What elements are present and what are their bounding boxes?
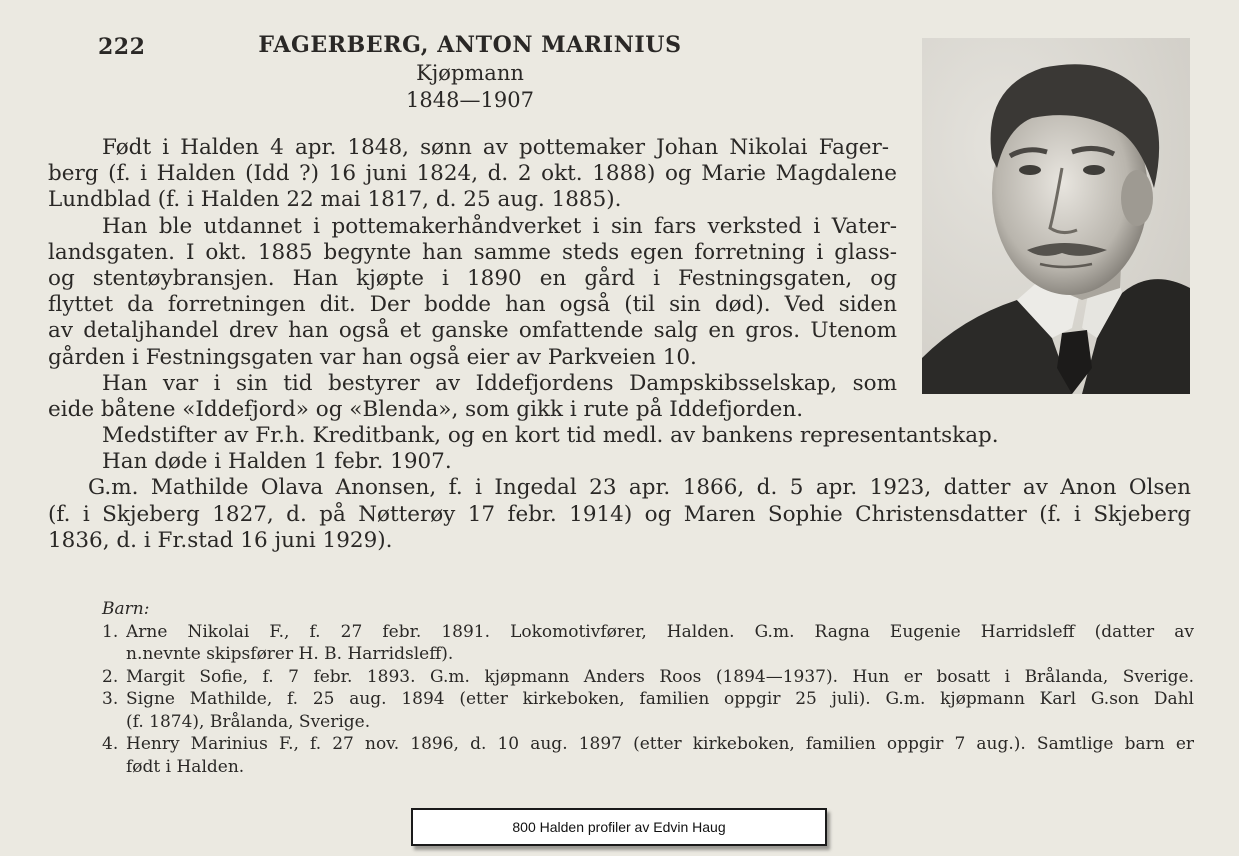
bio-line: landsgaten. I okt. 1885 begynte han samme steds egen forretning i glass-	[48, 239, 897, 265]
bio-line: Han ble utdannet i pottemakerhåndverket i sin fars verksted i Vater-	[102, 213, 897, 239]
person-name: FAGERBERG, ANTON MARINIUS	[258, 32, 682, 58]
bio-line: av detaljhandel drev han også et ganske omfattende salg en gros. Utenom	[48, 318, 897, 344]
list-item-text: n.nevnte skipsfører H. B. Harridsleff).	[126, 644, 454, 664]
caption-box: 800 Halden profiler av Edvin Haug	[411, 808, 827, 846]
list-item-text: (f. 1874), Brålanda, Sverige.	[126, 711, 371, 732]
bio-line: gården i Festningsgaten var han også eier av Parkveien 10.	[48, 344, 697, 370]
list-item	[102, 621, 1194, 666]
children-list	[102, 598, 1194, 778]
list-item	[102, 688, 1194, 733]
list-item-number: 1.	[102, 621, 119, 642]
list-item-number: 2.	[102, 666, 119, 687]
list-item-number: 4.	[102, 734, 119, 754]
bio-line: Lundblad (f. i Halden 22 mai 1817, d. 25 aug. 1885).	[48, 187, 622, 213]
bio-line: flyttet da forretningen dit. Der bodde han også (til sin død). Ved siden	[48, 292, 897, 318]
list-item-text: født i Halden.	[126, 756, 245, 777]
bio-line: (f. i Skjeberg 1827, d. på Nøtterøy 17 febr. 1914) og Maren Sophie Christensdatter (f. i Skjeberg	[48, 501, 1191, 527]
biography	[48, 135, 1191, 554]
list-item-number: 3.	[102, 689, 119, 709]
list-item	[102, 733, 1194, 778]
life-years: 1848—1907	[406, 88, 534, 112]
bio-line: eide båtene «Iddefjord» og «Blenda», som gikk i rute på Iddefjorden.	[48, 396, 804, 422]
bio-line: G.m. Mathilde Olava Anonsen, f. i Ingedal 23 apr. 1866, d. 5 apr. 1923, datter av Anon Olsen	[88, 475, 1191, 501]
list-item-text: Margit Sofie, f. 7 febr. 1893. G.m. kjøpmann Anders Roos (1894—1937). Hun er bosatt i Brålanda, Sverige.	[126, 666, 1194, 687]
children-label: Barn:	[102, 599, 150, 619]
entry-header	[235, 30, 705, 114]
bio-line: berg (f. i Halden (Idd ?) 16 juni 1824, d. 2 okt. 1888) og Marie Magdalene	[48, 161, 897, 187]
list-item-text: Signe Mathilde, f. 25 aug. 1894 (etter kirkeboken, familien oppgir 25 juli). G.m. kjøpmann Karl G.son Dahl	[126, 689, 1194, 709]
bio-line: 1836, d. i Fr.stad 16 juni 1929).	[48, 527, 393, 553]
bio-line: Han døde i Halden 1 febr. 1907.	[102, 449, 452, 475]
bio-line: og stentøybransjen. Han kjøpte i 1890 en gård i Festningsgaten, og	[48, 265, 897, 291]
bio-line: Født i Halden 4 apr. 1848, sønn av pottemaker Johan Nikolai Fager-	[102, 135, 889, 160]
list-item-text: Arne Nikolai F., f. 27 febr. 1891. Lokomotivfører, Halden. G.m. Ragna Eugenie Harridsleff (datter av	[126, 621, 1194, 642]
occupation: Kjøpmann	[416, 61, 524, 85]
bio-line: Han var i sin tid bestyrer av Iddefjordens Dampskibsselskap, som	[102, 370, 897, 396]
list-item-text: Henry Marinius F., f. 27 nov. 1896, d. 10 aug. 1897 (etter kirkeboken, familien oppgir 7 aug.). Samtlige barn er	[126, 734, 1194, 754]
page-number: 222	[98, 34, 146, 60]
list-item	[102, 666, 1194, 689]
bio-line: Medstifter av Fr.h. Kreditbank, og en kort tid medl. av bankens representantskap.	[102, 423, 999, 449]
